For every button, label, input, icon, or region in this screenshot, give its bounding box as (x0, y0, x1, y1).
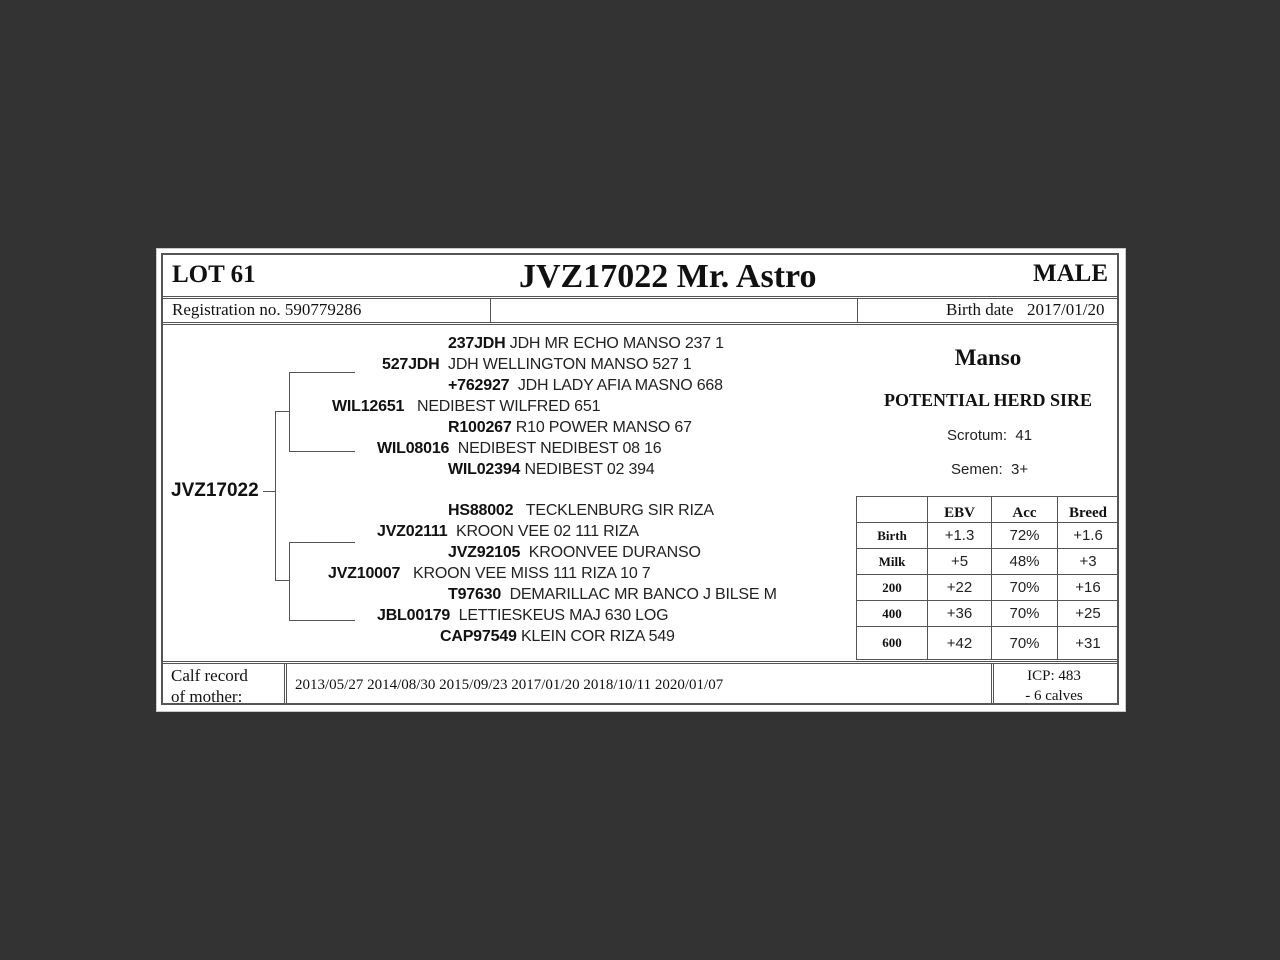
pedigree-entry (448, 502, 714, 520)
tree-line (275, 411, 289, 412)
divider (857, 298, 858, 322)
ebv-header-breed: Breed (1058, 497, 1119, 523)
ebv-row (857, 523, 1119, 549)
ebv-breed-avg: +16 (1058, 575, 1119, 601)
breed-line: Manso (954, 345, 1022, 370)
pedigree-name: DEMARILLAC MR BANCO J BILSE M (509, 586, 777, 603)
pedigree-name: KLEIN COR RIZA 549 (520, 628, 675, 645)
divider (163, 296, 1119, 297)
pedigree-entry (382, 356, 691, 374)
pedigree-entry (328, 565, 650, 583)
pedigree-name: KROON VEE 02 111 RIZA (455, 523, 639, 540)
pedigree-id: R100267 (448, 419, 512, 436)
pedigree-name: KROONVEE DURANSO (528, 544, 701, 561)
ebv-value: +36 (928, 601, 992, 627)
ebv-breed-avg: +3 (1058, 549, 1119, 575)
ebv-header-row (857, 497, 1119, 523)
pedigree-id: 527JDH (382, 356, 440, 373)
ebv-value: +1.3 (928, 523, 992, 549)
ebv-row-label: 200 (857, 575, 928, 601)
ebv-row (857, 575, 1119, 601)
birth-date: 2017/01/20 (1027, 300, 1105, 319)
tree-line (289, 620, 355, 621)
ebv-row-label: 600 (857, 627, 928, 660)
ebv-table (856, 496, 1119, 660)
divider (991, 663, 992, 705)
status-label: POTENTIAL HERD SIRE (883, 390, 1093, 410)
tree-line (289, 372, 290, 451)
tree-line (289, 372, 355, 373)
ebv-header-ebv: EBV (928, 497, 992, 523)
ebv-accuracy: 70% (992, 601, 1058, 627)
pedigree-entry (448, 586, 777, 604)
divider (163, 322, 1119, 323)
pedigree-name: R10 POWER MANSO 67 (515, 419, 692, 436)
semen-value: 3+ (1011, 461, 1029, 478)
pedigree-name: JDH LADY AFIA MASNO 668 (517, 377, 723, 394)
animal-name: JVZ17022 Mr. Astro (519, 258, 817, 295)
pedigree-entry (448, 461, 655, 479)
ebv-accuracy: 70% (992, 575, 1058, 601)
pedigree-id: CAP97549 (440, 628, 517, 645)
pedigree-entry (448, 419, 692, 437)
icp-value: ICP: 483 (1027, 668, 1081, 684)
ebv-accuracy: 48% (992, 549, 1058, 575)
scrotum-label: Scrotum: (947, 427, 1008, 444)
pedigree-name: JDH WELLINGTON MANSO 527 1 (448, 356, 692, 373)
tree-line (275, 411, 276, 581)
divider (163, 663, 1119, 664)
scrotum-value: 41 (1015, 427, 1033, 444)
pedigree-id: T97630 (448, 586, 502, 603)
pedigree-id: JBL00179 (377, 607, 451, 624)
icp-summary (994, 666, 1114, 706)
ebv-header-acc: Acc (992, 497, 1058, 523)
ebv-header-blank (857, 497, 928, 523)
ebv-value: +42 (928, 627, 992, 660)
calf-record-label-line2: of mother: (171, 687, 243, 706)
sex-label: MALE (1033, 260, 1108, 287)
ebv-row (857, 549, 1119, 575)
pedigree-entry (448, 377, 723, 395)
pedigree-entry (448, 544, 701, 562)
pedigree-id: JVZ92105 (448, 544, 521, 561)
tree-line (289, 542, 290, 620)
ebv-row (857, 601, 1119, 627)
semen-measure (951, 461, 1028, 478)
pedigree-id: WIL12651 (332, 398, 405, 415)
pedigree-id: JVZ02111 (377, 523, 448, 540)
scrotum-measure (947, 427, 1032, 444)
pedigree-entry (377, 523, 639, 541)
ebv-breed-avg: +1.6 (1058, 523, 1119, 549)
ebv-row (857, 627, 1119, 660)
ebv-breed-avg: +25 (1058, 601, 1119, 627)
ebv-breed-avg: +31 (1058, 627, 1119, 660)
semen-label: Semen: (951, 461, 1003, 478)
pedigree-id: +762927 (448, 377, 510, 394)
ebv-accuracy: 70% (992, 627, 1058, 660)
ebv-accuracy: 72% (992, 523, 1058, 549)
animal-id: JVZ17022 (171, 480, 259, 501)
calf-record-label-line1: Calf record (171, 666, 248, 685)
pedigree-name: NEDIBEST 02 394 (524, 461, 655, 478)
calves-count: - 6 calves (1025, 688, 1083, 704)
pedigree-id: 237JDH (448, 335, 506, 352)
divider (284, 663, 285, 705)
lot-number: LOT 61 (172, 261, 256, 288)
pedigree-entry (448, 335, 724, 353)
tree-line (275, 580, 289, 581)
ebv-row-label: Milk (857, 549, 928, 575)
pedigree-name: NEDIBEST WILFRED 651 (416, 398, 601, 415)
registration-number: Registration no. 590779286 (172, 300, 362, 319)
tree-line (263, 491, 275, 492)
ebv-value: +5 (928, 549, 992, 575)
calf-record-dates: 2013/05/27 2014/08/30 2015/09/23 2017/01/20 2018/10/11 2020/01/07 (295, 677, 724, 693)
pedigree-entry (377, 607, 668, 625)
divider (163, 298, 1119, 299)
tree-line (289, 451, 355, 452)
pedigree-name: LETTIESKEUS MAJ 630 LOG (458, 607, 669, 624)
pedigree-name: KROON VEE MISS 111 RIZA 10 7 (413, 565, 651, 582)
pedigree-id: JVZ10007 (328, 565, 401, 582)
pedigree-id: WIL02394 (448, 461, 521, 478)
pedigree-name: TECKLENBURG SIR RIZA (525, 502, 714, 519)
ebv-value: +22 (928, 575, 992, 601)
pedigree-name: NEDIBEST NEDIBEST 08 16 (457, 440, 662, 457)
birth-date-label: Birth date (946, 300, 1014, 319)
pedigree-entry (440, 628, 675, 646)
pedigree-id: HS88002 (448, 502, 514, 519)
calf-record-label (171, 665, 248, 707)
divider (286, 663, 287, 705)
ebv-row-label: Birth (857, 523, 928, 549)
pedigree-name: JDH MR ECHO MANSO 237 1 (509, 335, 724, 352)
tree-line (289, 542, 355, 543)
divider (163, 661, 1119, 662)
pedigree-entry (377, 440, 662, 458)
divider (163, 324, 1119, 325)
pedigree-entry (332, 398, 600, 416)
pedigree-id: WIL08016 (377, 440, 450, 457)
divider (490, 298, 491, 322)
ebv-row-label: 400 (857, 601, 928, 627)
